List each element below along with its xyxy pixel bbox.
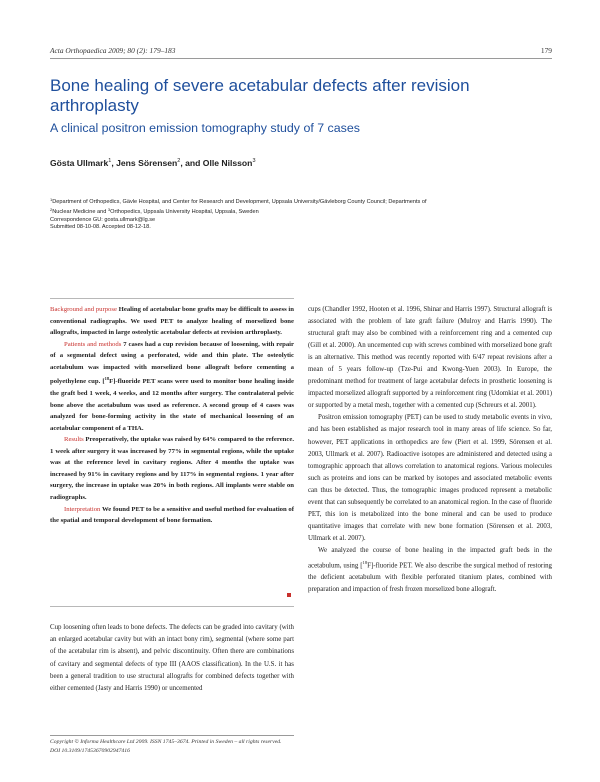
article-subtitle: A clinical positron emission tomography study of 7 cases [50,121,360,135]
abstract-text: Healing of acetabular bone grafts may be difficult to assess in conventional radiographs. We used PET to analyze healing of morselized bone allografts, impacted in large osteolytic acetabular defects at revision arthroplasty. [50,306,294,337]
affiliation-line [50,206,552,216]
abstract-heading: Results [64,436,84,444]
abstract-results [50,434,294,503]
affiliation-mark: 1 [50,197,53,202]
submission-dates: Submitted 08-10-08. Accepted 08-12-18. [50,224,151,231]
affiliation-mark: 3 [107,207,111,213]
abstract-text: We found PET to be a sensitive and useful method for evaluation of the spatial and temporal development of bone formation. [50,505,294,525]
body-text: F]-fluoride PET. We also describe the surgical method of restoring the deficient acetabulum with flexible perforated titanium plates, combined with preparation and impaction of fresh frozen morselized bone allograft. [308,562,553,594]
header-divider [50,58,552,59]
article-title: Bone healing of severe acetabular defects after revision arthroplasty [50,76,470,115]
isotope-superscript: 18 [104,376,110,382]
copyright-footer [50,738,350,755]
author-list [50,158,256,168]
footer-divider [50,735,294,736]
body-column-left [50,622,294,695]
body-paragraph: cups (Chandler 1992, Hooten et al. 1996, Shinar and Harris 1997). Structural allograft is associated with the problem of late graft failure (Mulroy and Harris 1990). The structural graft may also be combined with a reinforcement ring and a cemented cup (Gill et al. 2000). An uncemented cup with screws combined with morselized bone graft is an alternative. This method was recently reported with 6/47 repeat revisions after a mean of 5 years follow-up (Tze-Pui and Kwong-Yuen 2003). In Europe, the predominant method for treatment of large acetabular defects in prosthetic loosening is impacted morselized allograft supported by a reinforcement ring (Udomkiat et al. 2001) or supported by a metal mesh, together with a cemented cup (Schreurs et al. 2001). [308,306,552,410]
abstract-methods [50,339,294,435]
abstract-end-marker [287,593,291,597]
running-header [50,46,175,55]
author-name: Gösta Ullmark [50,158,109,168]
body-paragraph: Cup loosening often leads to bone defects. The defects can be graded into cavitary (with an enlarged acetabular cavity but with an intact bony rim), segmental (where some part of the acetabular rim is absent), and pelvic discontinuity. Often there are combinations of cavitary and segmental defects of type III (AAOS classification). In the U.S. it has been a general tradition to use structural allografts for combined defects together with either cemented (Jasty and Harris 1990) or uncemented [50,624,294,693]
abstract-background [50,304,294,339]
affiliation-text: Orthopedics, Uppsala University Hospital, Uppsala, Sweden [110,209,259,216]
abstract-bottom-rule [50,606,294,607]
doi-line: DOI 10.3109/17453670902947416 [50,747,130,754]
author-affiliation-mark: 3 [252,158,256,164]
affiliations [50,196,552,232]
author-affiliation-mark: 1 [108,158,112,164]
abstract-heading: Interpretation [64,505,101,513]
correspondence: Correspondence GU: gosta.ullmark@lg.se [50,216,156,223]
abstract-interpretation [50,504,294,527]
body-column-right [308,304,552,596]
body-text: We analyzed the course of bone healing in the impacted graft beds in the acetabulum, using [ [308,546,552,570]
affiliation-text: Department of Orthopedics, Gävle Hospital, and Center for Research and Development, Uppsala University/Gävleborg County Council; Departments of [52,199,427,205]
copyright-line: Copyright © Informa Healthcare Ltd 2009. ISSN 1745–3674. Printed in Sweden – all rights reserved. [50,739,282,745]
affiliation-line [50,196,552,206]
isotope-superscript: 18 [362,559,368,565]
abstract-top-rule [50,298,294,299]
abstract-heading: Patients and methods [64,340,122,348]
abstract-heading: Background and purpose [50,306,117,313]
abstract [50,304,294,527]
body-paragraph: Positron emission tomography (PET) can be used to study metabolic events in vivo, and has been established as major research tool in many areas of life science. So far, however, PET applications in orthopedics are few (Piert et al. 1999, Sörensen et al. 2003, Ullmark et al. 2007). Radioactive isotopes are administered and detected using a tomographic approach that allows correlation to anatomical regions. Various molecules such as proteins and ions can be marked by isotopes and associated metabolic events can thus be detected. Thus, the tomographic images produced represent a metabolic event that can subsequently be correlated to an anatomical region. In the case of fluoride PET, this ion is metabolized into the bone mineral and can be used to produce quantitative images that correlate with new bone formation (Sörensen et al. 2003, Ullmark et al. 2007). [308,414,552,542]
body-paragraph [308,545,552,596]
journal-name: Acta Orthopaedica [50,46,107,55]
abstract-text: 7 cases had a cup revision because of loosening, with repair of a segmental defect using a perforated, wide and thin plate. The osteolytic acetabulum was impacted with morselized bone allograft before cementing a polyethylene cup. [ [50,340,295,386]
affiliation-mark: 2 [50,207,53,213]
affiliation-text: Nuclear Medicine and [52,209,108,216]
abstract-text: F]-fluoride PET scans were used to monitor bone healing inside the graft bed 1 week, 4 weeks, and 12 months after surgery. The contralateral pelvic bone above the acetabulum was used as reference. A second group of 4 cases was analyzed for bone-forming activity in the state of mechanical loosening of an acetabular component of a THA. [50,378,294,432]
journal-citation: 2009; 80 (2): 179–183 [106,46,176,55]
author-affiliation-mark: 2 [177,158,181,164]
abstract-text: Preoperatively, the uptake was raised by 64% compared to the reference. 1 week after surgery it was increased by 77% in segmental regions, while the uptake was at the reference level in cavitary regions. After 4 months the uptake was increased by 91% in cavitary regions and by 117% in segmental regions. 1 year after surgery, the increase in uptake was 20% in both regions. All implants were stable on radiographs. [50,436,294,501]
author-name: , and Olle Nilsson [180,158,253,168]
author-name: , Jens Sörensen [111,158,178,168]
page-number: 179 [540,46,552,55]
